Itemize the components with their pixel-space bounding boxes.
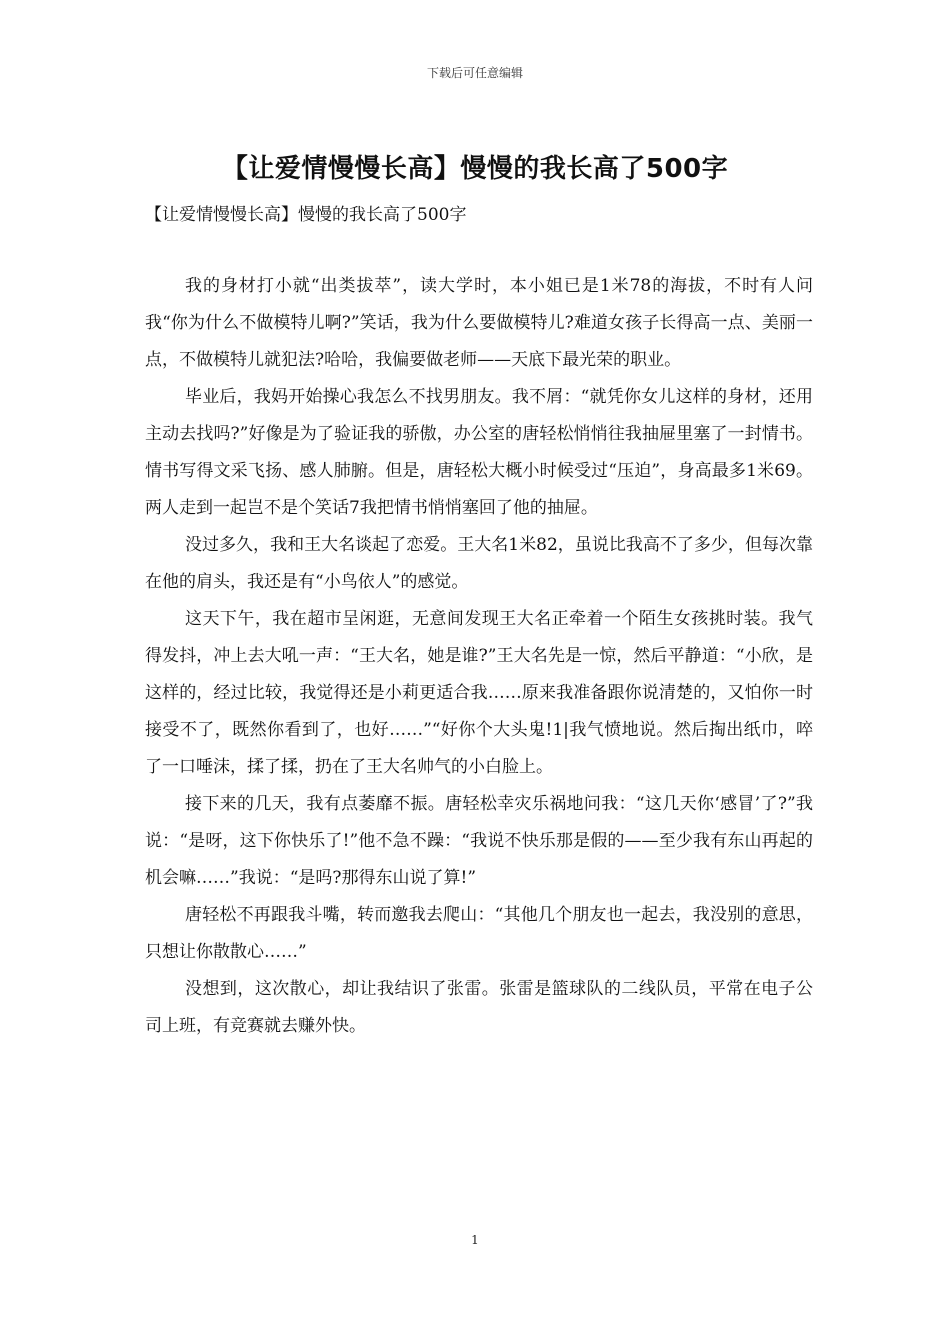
- page-header: 下载后可任意编辑: [426, 66, 523, 80]
- paragraph: 唐轻松不再跟我斗嘴，转而邀我去爬山：“其他几个朋友也一起去，我没别的意思，只想让你散散心……”: [145, 905, 813, 962]
- document-title: 【让爱情慢慢长高】慢慢的我长高了500字: [221, 154, 729, 184]
- page-number: 1: [471, 1233, 479, 1247]
- paragraph: 我的身材打小就“出类拔萃”，读大学时，本小姐已是1米78的海拔，不时有人问我“你为什么不做模特儿啊?”笑话，我为什么要做模特儿?难道女孩子长得高一点、美丽一点，不做模特儿就犯法?哈哈，我偏要做老师——天底下最光荣的职业。: [145, 276, 813, 370]
- paragraph: 没过多久，我和王大名谈起了恋爱。王大名1米82，虽说比我高不了多少，但每次靠在他的肩头，我还是有“小鸟依人”的感觉。: [145, 535, 813, 592]
- paragraph: 这天下午，我在超市呈闲逛，无意间发现王大名正牵着一个陌生女孩挑时装。我气得发抖，冲上去大吼一声：“王大名，她是谁?”王大名先是一惊，然后平静道：“小欣，是这样的，经过比较，我觉得还是小莉更适合我……原来我准备跟你说清楚的，又怕你一时接受不了，既然你看到了，也好……”“好你个大头鬼!1|我气愤地说。然后掏出纸巾，啐了一口唾沫，揉了揉，扔在了王大名帅气的小白脸上。: [145, 609, 813, 777]
- paragraph: 毕业后，我妈开始操心我怎么不找男朋友。我不屑：“就凭你女儿这样的身材，还用主动去找吗?”好像是为了验证我的骄傲，办公室的唐轻松悄悄往我抽屉里塞了一封情书。情书写得文采飞扬、感人肺腑。但是，唐轻松大概小时候受过“压迫”，身高最多1米69。两人走到一起岂不是个笑话7我把情书悄悄塞回了他的抽屉。: [145, 387, 813, 518]
- document-body: [145, 268, 813, 1045]
- paragraph: 接下来的几天，我有点萎靡不振。唐轻松幸灾乐祸地问我：“这几天你‘感冒’了?”我说：“是呀，这下你快乐了!”他不急不躁：“我说不快乐那是假的——至少我有东山再起的机会嘛……”我说：“是吗?那得东山说了算!”: [145, 794, 813, 888]
- paragraph: 没想到，这次散心，却让我结识了张雷。张雷是篮球队的二线队员，平常在电子公司上班，有竞赛就去赚外快。: [145, 979, 813, 1036]
- document-subtitle: 【让爱情慢慢长高】慢慢的我长高了500字: [145, 205, 467, 225]
